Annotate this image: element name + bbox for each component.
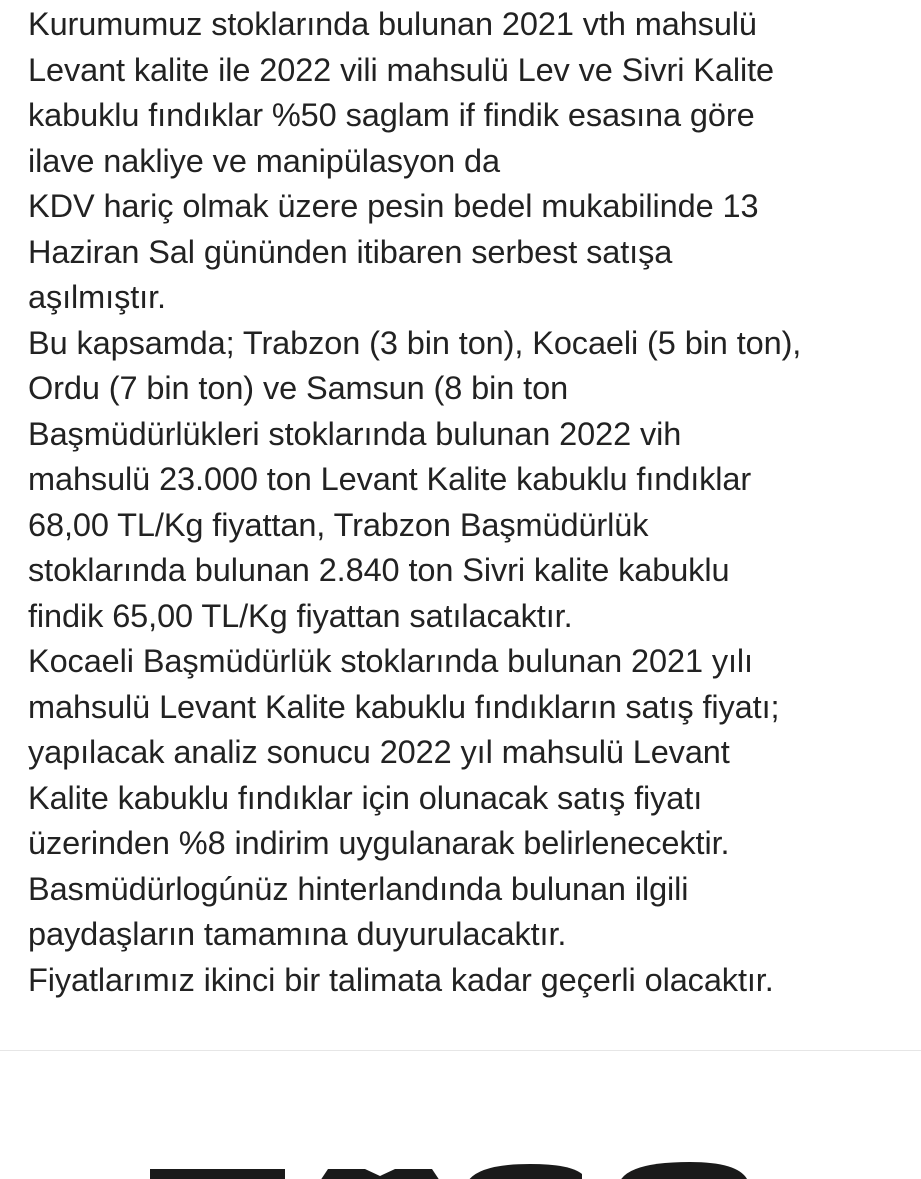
message-line: yapılacak analiz sonucu 2022 yıl mahsulü Levant <box>28 734 730 770</box>
message-line: stoklarında bulunan 2.840 ton Sivri kalite kabuklu <box>28 552 730 588</box>
message-line: Bu kapsamda; Trabzon (3 bin ton), Kocaeli (5 bin ton), <box>28 324 802 361</box>
message-line: mahsulü 23.000 ton Levant Kalite kabuklu fındıklar <box>28 461 752 497</box>
message-line: mahsulü Levant Kalite kabuklu fındıkların satış fiyatı; <box>28 688 780 725</box>
logo-partial-icon <box>150 1160 750 1179</box>
message-line: Basmüdürlogúnüz hinterlandında bulunan ilgili <box>28 870 689 907</box>
message-line: Haziran Sal gününden itibaren serbest satışa <box>28 233 673 270</box>
message-line: ilave nakliye ve manipülasyon da <box>28 142 500 179</box>
message-line: findik 65,00 TL/Kg fiyattan satılacaktır. <box>28 597 573 634</box>
message-line: KDV hariç olmak üzere pesin bedel mukabilinde 13 <box>28 188 759 224</box>
attached-image-preview[interactable] <box>150 1160 750 1179</box>
message-line: aşılmıştır. <box>28 279 166 315</box>
message-text <box>28 2 908 1003</box>
message-line: kabuklu fındıklar %50 saglam if findik esasına göre <box>28 97 755 133</box>
message-line: paydaşların tamamına duyurulacaktır. <box>28 916 567 952</box>
message-line: Başmüdürlükleri stoklarında bulunan 2022 vih <box>28 415 682 452</box>
message-line: 68,00 TL/Kg fiyattan, Trabzon Başmüdürlük <box>28 506 649 543</box>
message-line: Kurumumuz stoklarında bulunan 2021 vth mahsulü <box>28 6 757 42</box>
message-line: üzerinden %8 indirim uygulanarak belirlenecektir. <box>28 825 730 861</box>
message-line: Kocaeli Başmüdürlük stoklarında bulunan 2021 yılı <box>28 643 753 679</box>
message-line: Kalite kabuklu fındıklar için olunacak satış fiyatı <box>28 779 703 816</box>
message-divider <box>0 1050 921 1051</box>
message-line: Ordu (7 bin ton) ve Samsun (8 bin ton <box>28 370 569 406</box>
message-line: Fiyatlarımız ikinci bir talimata kadar geçerli olacaktır. <box>28 961 774 998</box>
message-line: Levant kalite ile 2022 vili mahsulü Lev ve Sivri Kalite <box>28 51 774 88</box>
